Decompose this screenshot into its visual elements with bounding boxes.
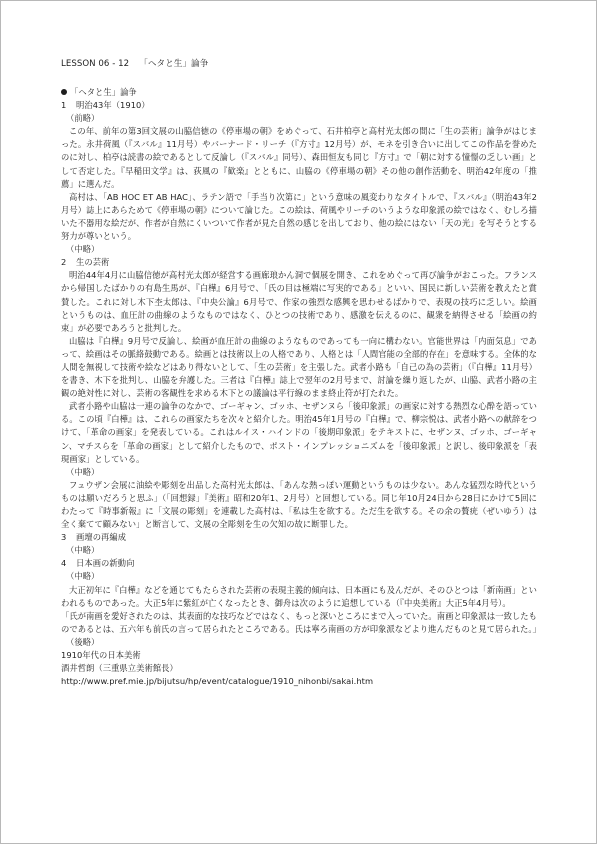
heading-number: 1 [61,100,67,111]
heading-number: 3 [61,532,67,543]
section-title-text: 「ヘタと生」論争 [70,87,137,97]
heading-text: 生の芸術 [76,257,110,268]
paragraph: 武者小路や山脇は一連の論争のなかで、ゴーギャン、ゴッホ、セザンヌら「後印象派」の画家に対する熱烈な心酔を語っている。この頃『白樺』は、これらの画家たちを次々と紹介した。明治45年1月号の『白樺』で、柳宗悦は、武者小路への献辞をつけて、「革命の画家」を発表している。これはルイス・ハインドの「後期印象派」をテキストに、セザンヌ、ゴッホ、ゴーギャン、マチスらを「革命の画家」として紹介したもので、ポスト・インプレッショニズムを「後印象派」と訳し、後印象派を「表現画家」としている。 [61,401,537,464]
section-title [61,86,537,99]
omission-note: （中略） [66,466,100,477]
heading-number: 2 [61,257,67,268]
omission-note: （前略） [66,113,100,124]
paragraph: 山脇は『白樺』9月号で反論し、絵画が血圧計の曲線のようなものであっても一向に構わない。官能世界は「内面気息」であって、絵画はその脈絡鼓動である。絵画とは技術以上の人格であり、人格とは「人間官能の全部的存在」を意味する。全体的な人間を無視して技術や絵などはあり得ないとして、「生の芸術」を主張した。武者小路も「自己の為の芸術」（『白樺』11月号）を書き、木下を批判し、山脇を弁護した。三者は『白樺』誌上で翌年の2月号まで、討論を繰り返したが、山脇、武者小路の主観の絶対性に対し、芸術の客観性を求める木下との議論は平行線のまま終止符が打たれた。 [61,335,537,399]
paragraph: フュウザン会展に油絵や彫刻を出品した高村光太郎は、「あんな熱っぽい運動というものは少ない。あんな猛烈な時代というものは願いだろうと思ふ」（「回想録」『美術』昭和20年1、2月号）と回想している。同じ年10月24日から28日にかけて5回にわたって『時事新報』に「文展の彫刻」を連載した高村は、「私は生を欲する。ただ生を欲する。その余の贅疣（ぜいゆう）は全く棄てて顧みない」と断言して、文展の全彫刻を生の欠知の故に断罪した。 [61,479,537,530]
lesson-name: 「ヘタと生」論争 [139,59,209,69]
bullet-icon [61,89,67,95]
omission-note: （中略） [66,244,100,255]
heading-text: 明治43年（1910） [76,100,150,111]
heading-2 [61,256,537,269]
heading-number: 4 [61,558,67,569]
source-author: 酒井哲朗（三重県立美術館長） [61,663,178,674]
heading-text: 画壇の再編成 [76,532,127,543]
quotation: 「氏が南画を愛好されたのは、其表面的な技巧などではなく、もっと深いところにまで入っていた。南画と印象派は一致したものであるとは、五六年も前氏の言って居られたところである。氏は寧ろ南画の方が印象派などより進んだものと見て居られた。」 [61,610,541,634]
omission-note: （中略） [66,545,100,556]
source-url: http://www.pref.mie.jp/bijutsu/hp/event/catalogue/1910_nihonbi/sakai.htm [61,676,374,687]
heading-3 [61,531,537,544]
document-content [61,58,541,688]
paragraph: 明治44年4月に山脇信徳が高村光太郎が経営する画廊琅かん洞で個展を開き、これをめぐって再び論争がおこった。フランスから帰国したばかりの有島生馬が、『白樺』6月号で、「氏の目は極端に写実的である」といい、国民に新しい芸術を教えたと賞賛した。これに対し木下杢太郎は、『中央公論』6月号で、作家の強烈な感興を思わせるばかりで、表現の技巧に乏しい。絵画というものは、血圧計の曲線のようなものではなく、ひとつの技術であり、感激を伝えるのに、観衆を納得させる「絵画の約束」が必要であろうと批判した。 [61,270,537,333]
paragraph: 大正初年に『白樺』などを通じてもたらされた芸術の表現主義的傾向は、日本画にも及んだが、そのひとつは「新南画」といわれるものであった。大正5年に紫紅が亡くなったとき、御舟は次のように追想している（『中央美術』大正5年4月号）。 [61,584,537,608]
heading-4 [61,557,537,570]
heading-1 [61,99,537,112]
omission-note: （後略） [66,636,100,647]
paragraph: この年、前年の第3回文展の山脇信徳の《停車場の朝》をめぐって、石井柏亭と高村光太郎の間に「生の芸術」論争がはじまった。永井荷風（『スバル』11月号）やバーナード・リーチ（『方寸』12月号）が、モネを引き合いに出してこの作品を誉めたのに対し、柏亭は読書の絵であるとして反論し（『スバル』同号）、森田恒友も同じ『方寸』で「朝に対する憧憬の乏しい画」として否定した。『早稲田文学』は、荻風の『歓楽』とともに、山脇の《停車場の朝》その他の創作活動を、明治42年度の「推薦」に選んだ。 [61,126,537,189]
omission-note: （中略） [66,571,100,582]
paragraph: 高村は、「AB HOC ET AB HAC」、ラテン語で「手当り次第に」という意味の風変わりなタイトルで、『スバル』（明治43年2月号）誌上にあらためて《停車場の朝》について論じた。この絵は、荷風やリーチのいうような印象派の絵ではなく、むしろ描いた不器用な絵だが、作者が自然にくいついて作者が見た自然の感じを出しており、他の絵にはない「天の光」を写そうとする努力が尊いという。 [61,191,537,242]
source-title: 1910年代の日本美術 [61,650,141,661]
lesson-code: LESSON 06 - 12 [61,59,130,69]
lesson-title [61,58,537,71]
heading-text: 日本画の新動向 [76,558,135,569]
